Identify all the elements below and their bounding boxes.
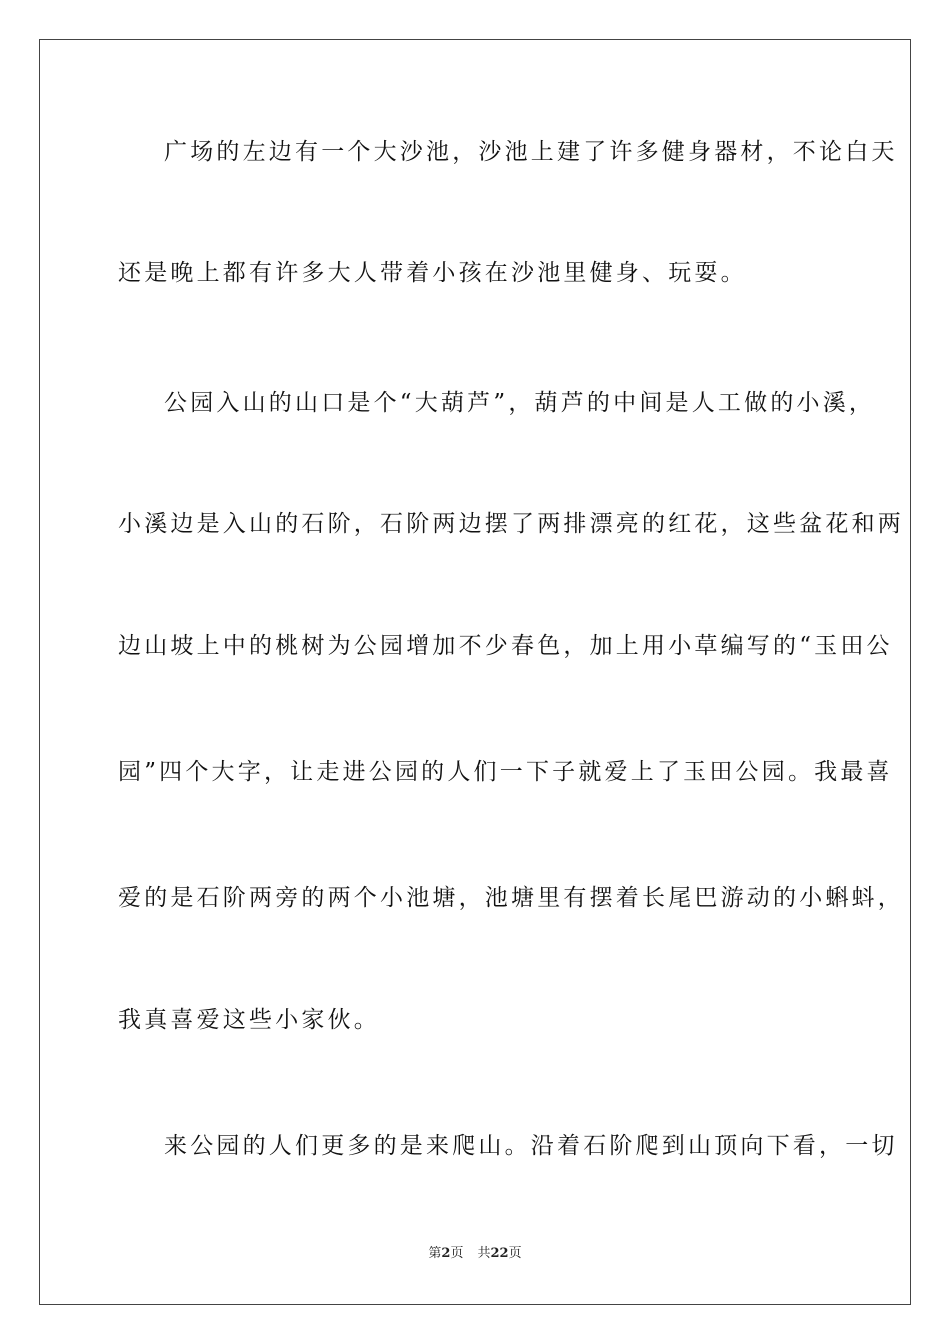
page-frame [39,39,911,1305]
total-suffix: 页 [508,1246,522,1261]
text-line: 我真喜爱这些小家伙。 [118,1007,380,1033]
page-footer [0,1245,950,1263]
text-line: 广场的左边有一个大沙池，沙池上建了许多健身器材，不论白天 [164,139,898,165]
text-line: 小溪边是入山的石阶，石阶两边摆了两排漂亮的红花，这些盆花和两 [118,511,904,537]
page-number: 2 [441,1246,451,1261]
text-line: 还是晚上都有许多大人带着小孩在沙池里健身、玩耍。 [118,260,747,286]
text-line: 爱的是石阶两旁的两个小池塘，池塘里有摆着长尾巴游动的小蝌蚪， [118,885,904,911]
text-line: 来公园的人们更多的是来爬山。沿着石阶爬到山顶向下看，一切 [164,1133,898,1159]
text-line: 公园入山的山口是个“大葫芦”，葫芦的中间是人工做的小溪， [164,390,876,416]
page-suffix: 页 [450,1246,464,1261]
page-prefix: 第 [428,1246,442,1261]
text-line: 边山坡上中的桃树为公园增加不少春色，加上用小草编写的“玉田公 [118,633,893,659]
total-prefix: 共 [477,1246,491,1261]
total-pages: 22 [490,1246,509,1261]
text-line: 园”四个大字，让走进公园的人们一下子就爱上了玉田公园。我最喜 [118,759,893,785]
